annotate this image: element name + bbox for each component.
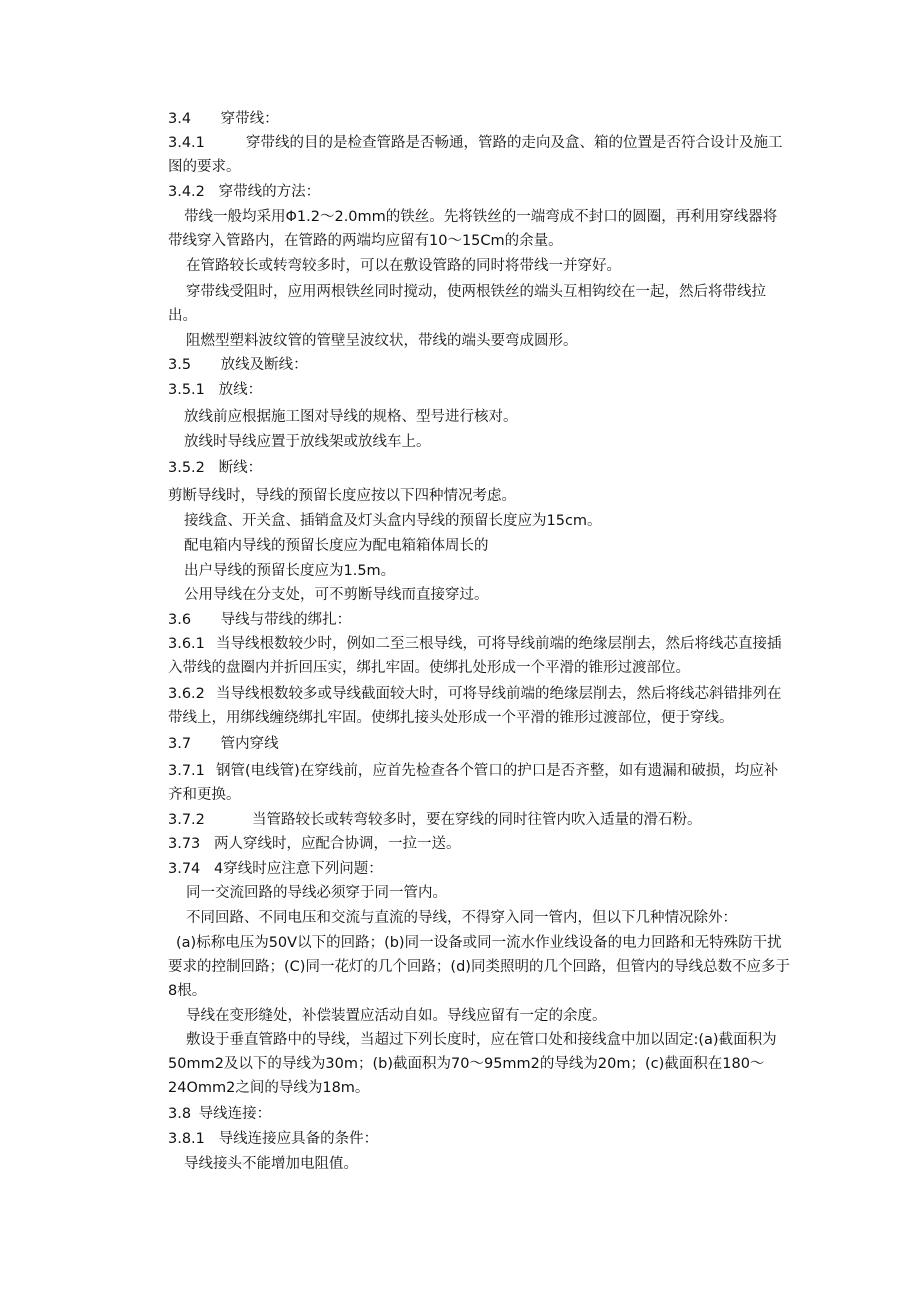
clause-number: 3.7.2 — [168, 812, 205, 828]
body-paragraph — [186, 254, 621, 278]
section-number: 3.5 — [168, 357, 192, 373]
clause-number: 3.7.1 — [168, 763, 205, 779]
body-text: 阻燃型塑料波纹管的管壁呈波纹状，带线的端头要弯成圆形。 — [186, 333, 578, 349]
section-title: 放线及断线： — [220, 357, 308, 373]
body-paragraph — [186, 881, 447, 905]
clause-text: 当管路较长或转弯较多时，要在穿线的同时往管内吹入适量的滑石粉。 — [252, 812, 702, 828]
body-text: 穿带线受阻时，应用两根铁丝同时搅动，使两根铁丝的端头互相钩绞在一起，然后将带线拉出。 — [168, 284, 766, 324]
section-title: 管内穿线 — [220, 736, 279, 752]
clause-paragraph — [168, 832, 461, 856]
clause-paragraph — [168, 808, 702, 832]
body-text: 带线一般均采用Φ1.2～2.0mm的铁丝。先将铁丝的一端弯成不封口的圆圈，再利用穿线器将带线穿入管路内，在管路的两端均应留有10～15Cm的余量。 — [168, 209, 778, 249]
section-number: 3.7 — [168, 736, 192, 752]
body-text: 配电箱内导线的预留长度应为配电箱箱体周长的 — [184, 538, 489, 554]
body-paragraph — [168, 280, 790, 328]
clause-number: 3.8.1 — [168, 1131, 205, 1147]
body-paragraph — [168, 484, 516, 508]
body-text: 不同回路、不同电压和交流与直流的导线，不得穿入同一管内，但以下几种情况除外： — [186, 910, 737, 926]
clause-number: 3.4.2 — [168, 184, 205, 200]
body-paragraph — [186, 906, 737, 930]
body-text: 在管路较长或转弯较多时，可以在敷设管路的同时将带线一并穿好。 — [186, 258, 621, 274]
body-paragraph — [168, 205, 790, 253]
section-heading — [168, 107, 279, 131]
section-heading — [168, 732, 279, 756]
section-title: 导线与带线的绑扎： — [220, 612, 352, 628]
clause-number: 3.5.1 — [168, 382, 205, 398]
body-paragraph — [168, 931, 790, 1003]
clause-number: 3.6.1 — [168, 636, 205, 652]
clause-text: 4穿线时应注意下列问题： — [214, 861, 383, 877]
clause-paragraph — [168, 857, 383, 881]
clause-number: 3.4.1 — [168, 135, 205, 151]
body-paragraph — [184, 1152, 358, 1176]
body-text: 公用导线在分支处，可不剪断导线而直接穿过。 — [184, 587, 489, 603]
clause-paragraph — [168, 632, 790, 680]
body-text: 放线前应根据施工图对导线的规格、型号进行核对。 — [184, 409, 518, 425]
clause-text: 当导线根数较少时，例如二至三根导线，可将导线前端的绝缘层削去，然后将线芯直接插入带线的盘圈内并折回压实，绑扎牢固。使绑扎处形成一个平滑的锥形过渡部位。 — [168, 636, 782, 676]
body-paragraph — [186, 1004, 607, 1028]
clause-text: 穿带线的目的是检查管路是否畅通，管路的走向及盒、箱的位置是否符合设计及施工图的要求。 — [168, 135, 783, 175]
section-number: 3.6 — [168, 612, 192, 628]
clause-title: 穿带线的方法： — [218, 184, 321, 200]
body-text: 同一交流回路的导线必须穿于同一管内。 — [186, 885, 447, 901]
clause-paragraph — [168, 131, 790, 179]
clause-title: 放线： — [218, 382, 263, 398]
body-text: 剪断导线时，导线的预留长度应按以下四种情况考虑。 — [168, 488, 516, 504]
clause-title: 断线： — [218, 460, 263, 476]
body-text: 导线接头不能增加电阻值。 — [184, 1156, 358, 1172]
section-number: 3.4 — [168, 111, 192, 127]
body-text: 接线盒、开关盒、插销盒及灯头盒内导线的预留长度应为15cm。 — [184, 513, 602, 529]
clause-number: 3.73 — [168, 836, 201, 852]
body-paragraph — [186, 329, 578, 353]
body-paragraph — [168, 1028, 790, 1100]
clause-heading — [168, 456, 262, 480]
clause-heading — [168, 180, 320, 204]
body-text: 放线时导线应置于放线架或放线车上。 — [184, 434, 431, 450]
body-text: 导线在变形缝处，补偿装置应活动自如。导线应留有一定的余度。 — [186, 1008, 607, 1024]
clause-number: 3.6.2 — [168, 686, 205, 702]
body-paragraph — [184, 509, 602, 533]
section-title: 导线连接： — [198, 1106, 272, 1122]
clause-paragraph — [168, 759, 790, 807]
clause-heading — [168, 1127, 378, 1151]
clause-text: 两人穿线时，应配合协调，一拉一送。 — [214, 836, 461, 852]
body-paragraph — [184, 430, 431, 454]
clause-heading — [168, 378, 262, 402]
body-paragraph — [184, 405, 518, 429]
section-heading — [168, 353, 308, 377]
clause-number: 3.74 — [168, 861, 201, 877]
section-number: 3.8 — [168, 1106, 192, 1122]
clause-paragraph — [168, 682, 790, 730]
body-text: (a)标称电压为50V以下的回路；(b)同一设备或同一流水作业线设备的电力回路和无特殊防干扰要求的控制回路；(C)同一花灯的几个回路；(d)同类照明的几个回路，但管内的导线总数不应多于8根。 — [168, 935, 790, 999]
clause-text: 钢管(电线管)在穿线前，应首先检查各个管口的护口是否齐整，如有遗漏和破损，均应补齐和更换。 — [168, 763, 779, 803]
section-heading — [168, 608, 351, 632]
body-paragraph — [184, 559, 395, 583]
body-text: 出户导线的预留长度应为1.5m。 — [184, 563, 396, 579]
section-heading — [168, 1102, 271, 1126]
body-paragraph — [184, 534, 489, 558]
body-paragraph — [184, 583, 489, 607]
clause-title: 导线连接应具备的条件： — [218, 1131, 379, 1147]
section-title: 穿带线： — [220, 111, 279, 127]
body-text: 敷设于垂直管路中的导线，当超过下列长度时，应在管口处和接线盒中加以固定:(a)截面积为50mm2及以下的导线为30m；(b)截面积为70～95mm2的导线为20m；(c)截面积在180～24Omm2之间的导线为18m。 — [168, 1032, 777, 1096]
clause-number: 3.5.2 — [168, 460, 205, 476]
clause-text: 当导线根数较多或导线截面较大时，可将导线前端的绝缘层削去，然后将线芯斜错排列在带线上，用绑线缠绕绑扎牢固。使绑扎接头处形成一个平滑的锥形过渡部位，便于穿线。 — [168, 686, 782, 726]
